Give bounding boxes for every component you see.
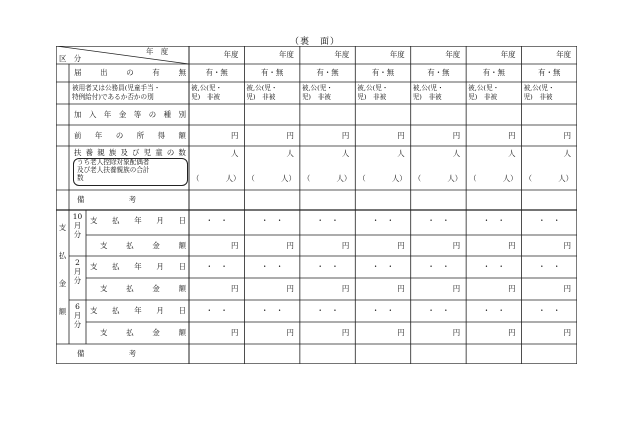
pay-amount-yen-1-0: 円 [231, 284, 239, 293]
payment-group-char-2: 金 [58, 279, 67, 288]
month-bun-0: 分 [73, 230, 82, 239]
fuyou-paren-open-6: （ [524, 174, 532, 183]
pay-amount-yen-0-5: 円 [508, 241, 516, 250]
pay-amount-label-2: 支 払 金 額 [100, 328, 186, 337]
pay-amount-yen-2-2: 円 [341, 328, 350, 337]
fuyou-paren-close-1: 人） [281, 174, 296, 183]
pay-amount-yen-0-3: 円 [397, 241, 405, 250]
page-title: （裏 面） [289, 37, 340, 47]
todokede-value-0: 有・無 [205, 68, 228, 77]
month-bun-2: 分 [73, 320, 82, 329]
pay-date-dots-0-6: ・ ・ [538, 216, 561, 225]
pay-amount-yen-2-1: 円 [286, 328, 294, 337]
hisou-value-a-5: 被,公(児・ [468, 84, 500, 92]
fuyou-paren-open-0: （ [192, 174, 200, 183]
pay-date-dots-0-0: ・ ・ [205, 216, 228, 225]
shotoku-yen-1: 円 [286, 131, 294, 140]
pay-date-label-1: 支 払 年 月 日 [90, 262, 186, 271]
pay-date-dots-2-6: ・ ・ [538, 306, 561, 315]
pay-date-dots-1-2: ・ ・ [316, 262, 339, 271]
row-label-kanyu: 加 入 年 金 等 の 種 別 [74, 110, 186, 119]
pay-amount-yen-0-4: 円 [452, 241, 461, 250]
year-col-label-5: 年度 [500, 50, 516, 59]
shotoku-yen-2: 円 [341, 131, 350, 140]
pay-amount-yen-0-0: 円 [231, 241, 239, 250]
hisou-value-b-5: 児) 非被 [468, 93, 498, 101]
pay-amount-yen-1-1: 円 [286, 284, 294, 293]
pay-date-dots-0-1: ・ ・ [261, 216, 284, 225]
shotoku-yen-6: 円 [563, 131, 571, 140]
hisou-value-b-0: 児) 非被 [191, 93, 220, 101]
year-col-label-1: 年度 [279, 50, 294, 59]
month-tsuki-0: 月 [73, 221, 82, 230]
pay-amount-yen-2-0: 円 [231, 328, 239, 337]
pay-amount-yen-0-1: 円 [286, 241, 294, 250]
todokede-value-4: 有・無 [427, 68, 450, 77]
fuyou-paren-open-1: （ [247, 174, 255, 183]
month-bun-1: 分 [73, 276, 82, 285]
row-label-fuyou-4: 数 [77, 174, 84, 182]
hisou-value-b-1: 児) 非被 [246, 93, 276, 101]
fuyou-paren-close-0: 人） [225, 174, 241, 183]
pay-amount-yen-1-5: 円 [508, 284, 516, 293]
pay-amount-yen-1-3: 円 [397, 284, 405, 293]
month-tsuki-2: 月 [73, 311, 82, 320]
month-num-1: 2 [75, 258, 80, 267]
todokede-value-2: 有・無 [316, 68, 339, 77]
pay-date-dots-0-3: ・ ・ [371, 216, 395, 225]
year-col-label-0: 年度 [223, 50, 239, 59]
pay-amount-yen-2-4: 円 [452, 328, 461, 337]
hisou-value-a-1: 被,公(児・ [246, 84, 278, 92]
pay-date-dots-2-0: ・ ・ [205, 306, 228, 315]
hisou-value-b-2: 児) 非被 [301, 93, 331, 101]
pay-date-dots-1-6: ・ ・ [538, 262, 561, 271]
pay-amount-label-0: 支 払 金 額 [100, 241, 186, 250]
pay-date-dots-1-3: ・ ・ [371, 262, 395, 271]
pay-amount-yen-1-2: 円 [341, 284, 350, 293]
pay-date-label-2: 支 払 年 月 日 [90, 306, 186, 315]
month-num-0: 10 [72, 212, 83, 221]
payment-group-char-3: 額 [58, 307, 67, 316]
pay-date-dots-1-1: ・ ・ [261, 262, 284, 271]
hisou-value-b-6: 児) 非被 [523, 93, 553, 101]
hisou-value-b-3: 児) 非被 [357, 93, 387, 101]
shotoku-yen-3: 円 [397, 131, 405, 140]
year-col-label-2: 年度 [334, 50, 350, 59]
fuyou-paren-close-5: 人） [502, 174, 518, 183]
fuyou-unit-0: 人 [231, 149, 239, 158]
row-label-bikou-upper: 備 考 [77, 195, 137, 204]
hisou-value-a-2: 被,公(児・ [301, 84, 333, 92]
hisou-value-a-0: 被,公(児・ [191, 84, 223, 92]
todokede-value-5: 有・無 [482, 68, 505, 77]
pay-date-dots-1-4: ・ ・ [427, 262, 450, 271]
row-label-fuyou-3: 及び老人扶養親族の合計 [77, 166, 150, 174]
pay-date-dots-2-3: ・ ・ [371, 306, 395, 315]
payment-record-form [56, 46, 577, 364]
row-label-hisou-1: 被用者又は公務員(児童手当・ [72, 84, 161, 92]
hisou-value-a-3: 被,公(児・ [357, 84, 389, 92]
payment-group-char-0: 支 [58, 223, 67, 232]
pay-date-dots-0-5: ・ ・ [482, 216, 505, 225]
pay-date-dots-0-4: ・ ・ [427, 216, 450, 225]
todokede-value-1: 有・無 [261, 68, 284, 77]
todokede-value-6: 有・無 [538, 68, 561, 77]
fuyou-paren-close-4: 人） [447, 174, 463, 183]
pay-date-dots-0-2: ・ ・ [316, 216, 339, 225]
pay-amount-yen-1-4: 円 [452, 284, 461, 293]
pay-date-dots-2-5: ・ ・ [482, 306, 505, 315]
pay-amount-yen-0-2: 円 [341, 241, 350, 250]
month-tsuki-1: 月 [73, 267, 82, 276]
pay-amount-yen-2-6: 円 [563, 328, 571, 337]
fuyou-unit-3: 人 [397, 149, 405, 158]
fuyou-unit-2: 人 [341, 149, 350, 158]
pay-date-dots-2-1: ・ ・ [261, 306, 284, 315]
fuyou-paren-open-5: （ [469, 174, 477, 183]
header-kubun-label: 区 分 [59, 54, 82, 63]
row-label-bikou-footer: 備 考 [77, 349, 137, 358]
pay-amount-yen-2-5: 円 [508, 328, 516, 337]
fuyou-bracket [73, 158, 188, 186]
pay-date-dots-1-5: ・ ・ [482, 262, 505, 271]
header-year-label: 年 度 [146, 47, 169, 56]
hisou-value-b-4: 児) 非被 [412, 93, 442, 101]
shotoku-yen-4: 円 [452, 131, 461, 140]
pay-amount-yen-0-6: 円 [563, 241, 571, 250]
year-col-label-6: 年度 [556, 50, 571, 59]
row-label-fuyou-2: うち老人控除対象配偶者 [77, 158, 150, 166]
todokede-value-3: 有・無 [371, 68, 395, 77]
fuyou-unit-1: 人 [286, 149, 294, 158]
fuyou-paren-open-2: （ [302, 174, 311, 183]
month-num-2: 6 [75, 302, 80, 311]
fuyou-unit-5: 人 [508, 149, 516, 158]
year-col-label-4: 年度 [445, 50, 461, 59]
row-label-todokede: 届 出 の 有 無 [74, 68, 186, 77]
fuyou-paren-close-2: 人） [336, 174, 352, 183]
pay-date-dots-2-4: ・ ・ [427, 306, 450, 315]
pay-date-dots-1-0: ・ ・ [205, 262, 228, 271]
pay-date-label-0: 支 払 年 月 日 [90, 216, 186, 225]
pay-date-dots-2-2: ・ ・ [316, 306, 339, 315]
pay-amount-label-1: 支 払 金 額 [100, 284, 186, 293]
row-label-fuyou-1: 扶 養 親 族 及 び 児 童 の 数 [74, 148, 186, 157]
year-col-label-3: 年度 [389, 50, 405, 59]
row-label-shotoku: 前 年 の 所 得 額 [74, 131, 186, 140]
shotoku-yen-5: 円 [508, 131, 516, 140]
pay-amount-yen-1-6: 円 [563, 284, 571, 293]
pay-amount-yen-2-3: 円 [397, 328, 405, 337]
shotoku-yen-0: 円 [231, 131, 239, 140]
fuyou-paren-open-4: （ [413, 174, 422, 183]
fuyou-unit-6: 人 [563, 149, 571, 158]
row-label-hisou-2: 特例給付)であるか否かの別 [72, 93, 154, 101]
fuyou-paren-close-3: 人） [391, 174, 407, 183]
fuyou-paren-close-6: 人） [558, 174, 573, 183]
hisou-value-a-4: 被,公(児・ [412, 84, 444, 92]
hisou-value-a-6: 被,公(児・ [523, 84, 555, 92]
payment-group-char-1: 払 [58, 251, 67, 260]
fuyou-paren-open-3: （ [358, 174, 366, 183]
fuyou-unit-4: 人 [452, 149, 461, 158]
